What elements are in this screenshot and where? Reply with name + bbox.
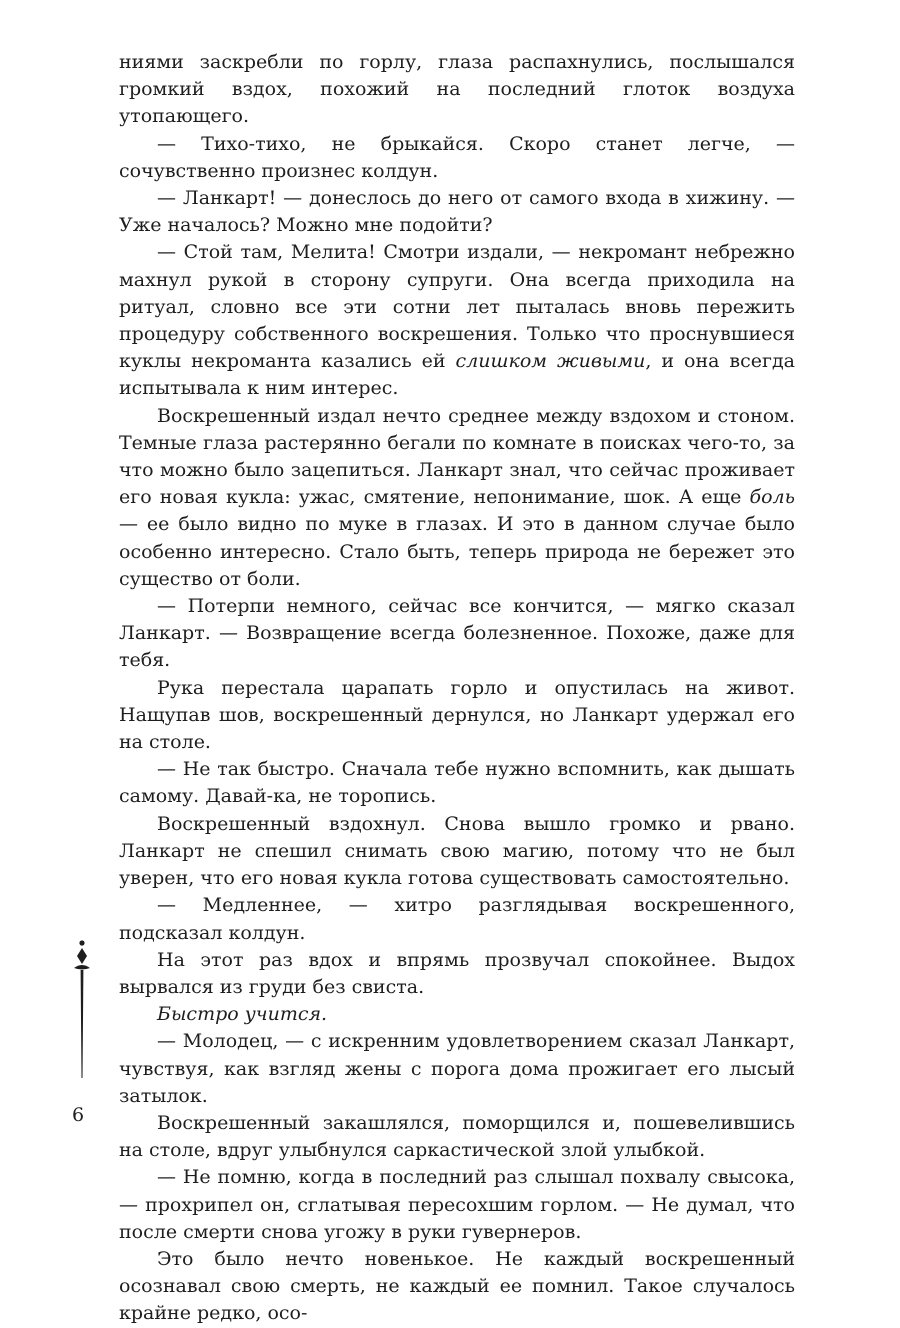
- paragraph-text: — ее было видно по муке в глазах. И это в данном случае было особенно интересно. Стало быть, теперь природа не бережет это существо от боли.: [119, 513, 795, 590]
- paragraph: — Тихо-тихо, не брыкайся. Скоро станет легче, — сочувственно произнес колдун.: [119, 132, 795, 182]
- ornament-icon: [70, 940, 94, 1080]
- paragraph: ниями заскребли по горлу, глаза распахнулись, послышался громкий вздох, похожий на последний глоток воздуха утопающего.: [119, 51, 795, 128]
- paragraph: [119, 1001, 795, 1028]
- paragraph: Воскрешенный закашлялся, поморщился и, пошевелившись на столе, вдруг улыбнулся саркастической злой улыбкой.: [119, 1111, 795, 1162]
- italic-phrase: слишком живыми: [455, 350, 646, 373]
- paragraph: — Потерпи немного, сейчас все кончится, — мягко сказал Ланкарт. — Возвращение всегда болезненное. Похоже, даже для тебя.: [119, 595, 795, 672]
- paragraph: — Не помню, когда в последний раз слышал похвалу свысока, — прохрипел он, сглатывая пересохшим горлом. — Не думал, что после смерти снова угожу в руки гувернеров.: [119, 1166, 795, 1243]
- paragraph-text: — Стой там, Мелита! Смотри издали, — некромант небрежно махнул рукой в сторону супруги. Она всегда приходила на ритуал, словно все эти сотни лет пыталась вновь пережить процедуру собственного воскрешения. Только что проснувшиеся куклы некроманта казались ей: [119, 241, 795, 373]
- paragraph: Рука перестала царапать горло и опустилась на живот. Нащупав шов, воскрешенный дернулся, но Ланкарт удержал его на столе.: [119, 676, 795, 754]
- page-text: [119, 49, 795, 1328]
- italic-phrase: Быстро учится.: [157, 1003, 328, 1026]
- paragraph: [119, 239, 795, 402]
- paragraph: — Молодец, — с искренним удовлетворением сказал Ланкарт, чувствуя, как взгляд жены с порога дома прожигает его лысый затылок.: [119, 1030, 795, 1107]
- paragraph: Воскрешенный вздохнул. Снова вышло громко и рвано. Ланкарт не спешил снимать свою магию, потому что не был уверен, что его новая кукла готова существовать самостоятельно.: [119, 812, 795, 890]
- paragraph: — Ланкарт! — донеслось до него от самого входа в хижину. — Уже началось? Можно мне подойти?: [119, 187, 795, 237]
- paragraph-text: Воскрешенный издал нечто среднее между вздохом и стоном. Темные глаза растерянно бегали по комнате в поисках чего-то, за что можно было зацепиться. Ланкарт знал, что сейчас проживает его новая кукла: ужас, смятение, непонимание, шок. А еще: [119, 404, 795, 509]
- paragraph: На этот раз вдох и впрямь прозвучал спокойнее. Выдох вырвался из груди без свиста.: [119, 948, 795, 998]
- paragraph-text: , и она всегда испытывала к ним интерес.: [119, 350, 795, 400]
- paragraph: — Не так быстро. Сначала тебе нужно вспомнить, как дышать самому. Давай-ка, не торопись.: [119, 758, 795, 808]
- page-number: 6: [72, 1104, 85, 1126]
- paragraph: [119, 403, 795, 593]
- italic-phrase: боль: [749, 486, 795, 509]
- paragraph: — Медленнее, — хитро разглядывая воскрешенного, подсказал колдун.: [119, 894, 795, 944]
- paragraph: Это было нечто новенькое. Не каждый воскрешенный осознавал свою смерть, не каждый ее помнил. Такое случалось крайне редко, осо-: [119, 1247, 795, 1325]
